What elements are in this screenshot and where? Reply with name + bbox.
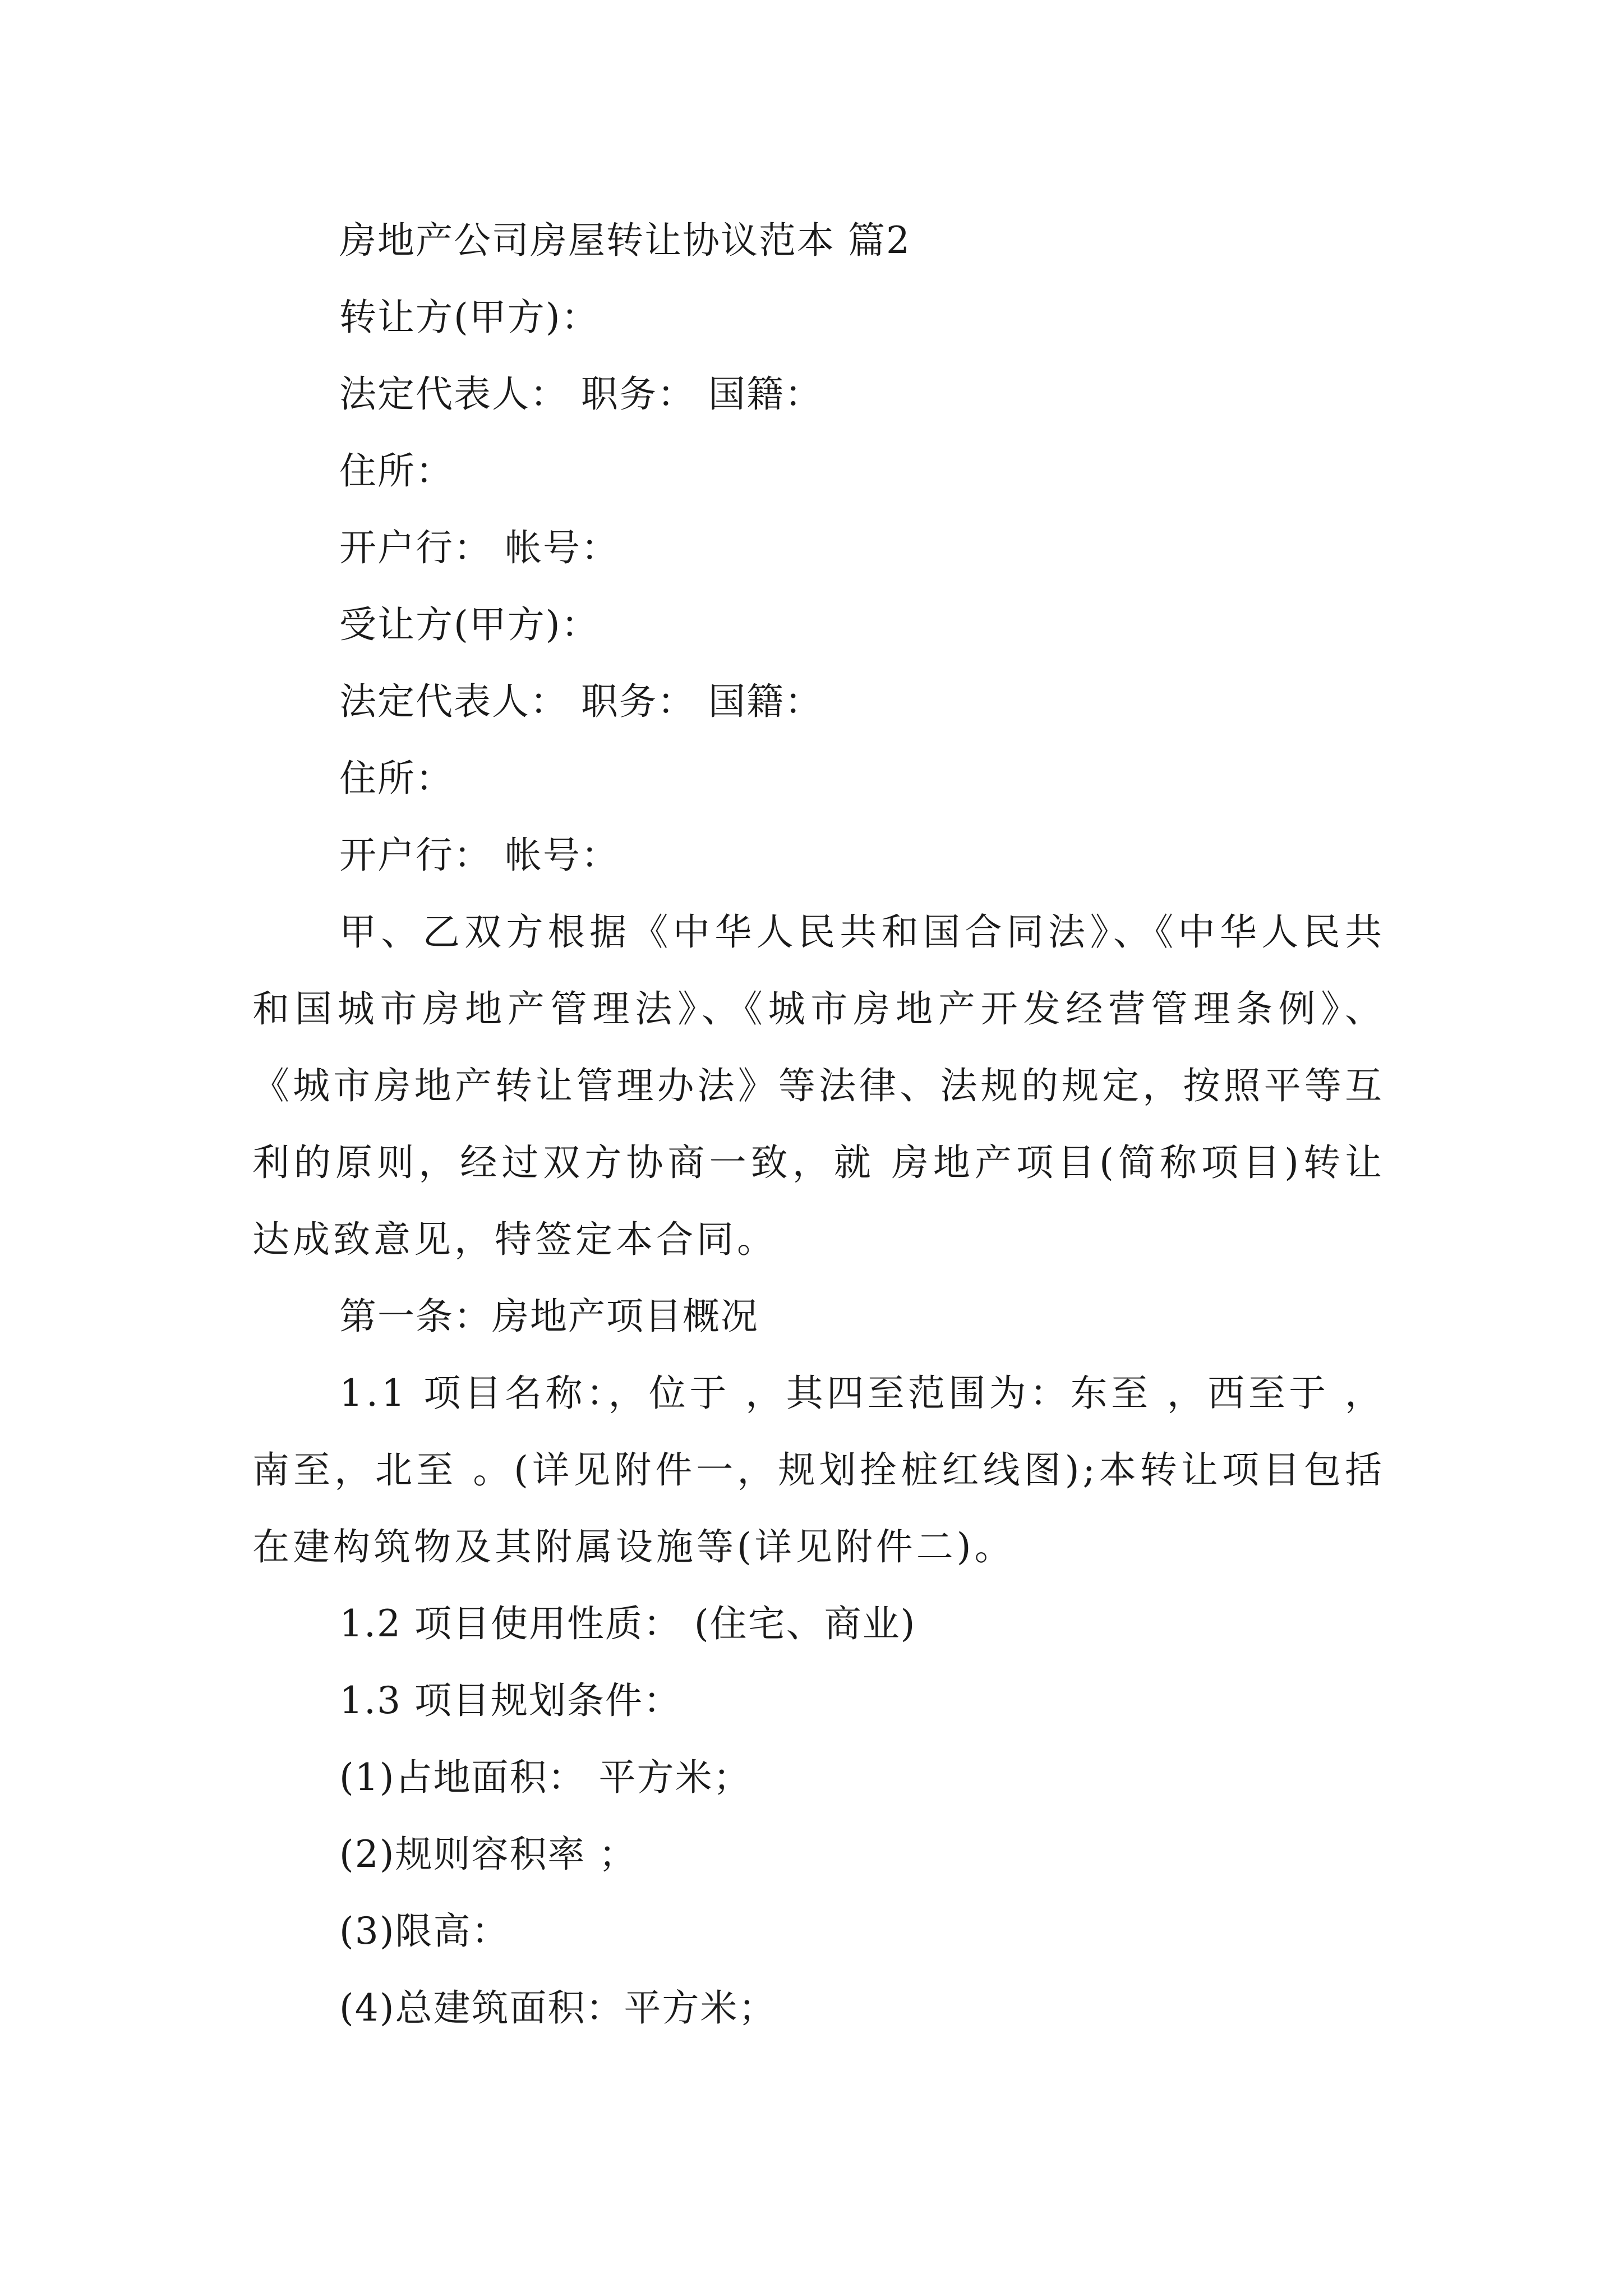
transferor-representative: 法定代表人： 职务： 国籍： — [339, 372, 823, 416]
transferee-title: 受让方(甲方)： — [339, 603, 600, 646]
transferor-address: 住所： — [339, 449, 454, 493]
document-body — [252, 202, 1385, 2046]
transferor-title: 转让方(甲方)： — [339, 296, 600, 339]
preamble-paragraph: 甲、乙双方根据《中华人民共和国合同法》、《中华人民共和国城市房地产管理法》、《城市房地产开发经营管理条例》、《城市房地产转让管理办法》等法律、法规的规定，按照平等互利的原则，经过双方协商一致，就 房地产项目(简称项目)转让达成致意见，特签定本合同。 — [252, 910, 1385, 1261]
clause-1-3: 1.3 项目规划条件： — [339, 1679, 681, 1722]
planning-item: (3)限高： — [339, 1910, 510, 1953]
transferee-representative: 法定代表人： 职务： 国籍： — [339, 680, 823, 723]
planning-item: (4)总建筑面积：平方米； — [339, 1986, 777, 2030]
article-1-title: 第一条：房地产项目概况 — [339, 1295, 759, 1338]
clause-1-2: 1.2 项目使用性质： (住宅、商业) — [339, 1602, 916, 1645]
planning-item: (2)规则容积率 ； — [339, 1833, 637, 1876]
clause-1-1: 1.1 项目名称：，位于 ，其四至范围为：东至 ，西至于 ，南至，北至 。(详见附件一，规划拴桩红线图);本转让项目包括在建构筑物及其附属设施等(详见附件二)。 — [252, 1372, 1385, 1568]
document-heading: 房地产公司房屋转让协议范本 篇2 — [339, 219, 911, 262]
transferee-address: 住所： — [339, 757, 454, 800]
transferor-bank: 开户行： 帐号： — [339, 526, 619, 569]
planning-item: (1)占地面积： 平方米； — [339, 1756, 751, 1799]
transferee-bank: 开户行： 帐号： — [339, 834, 619, 877]
